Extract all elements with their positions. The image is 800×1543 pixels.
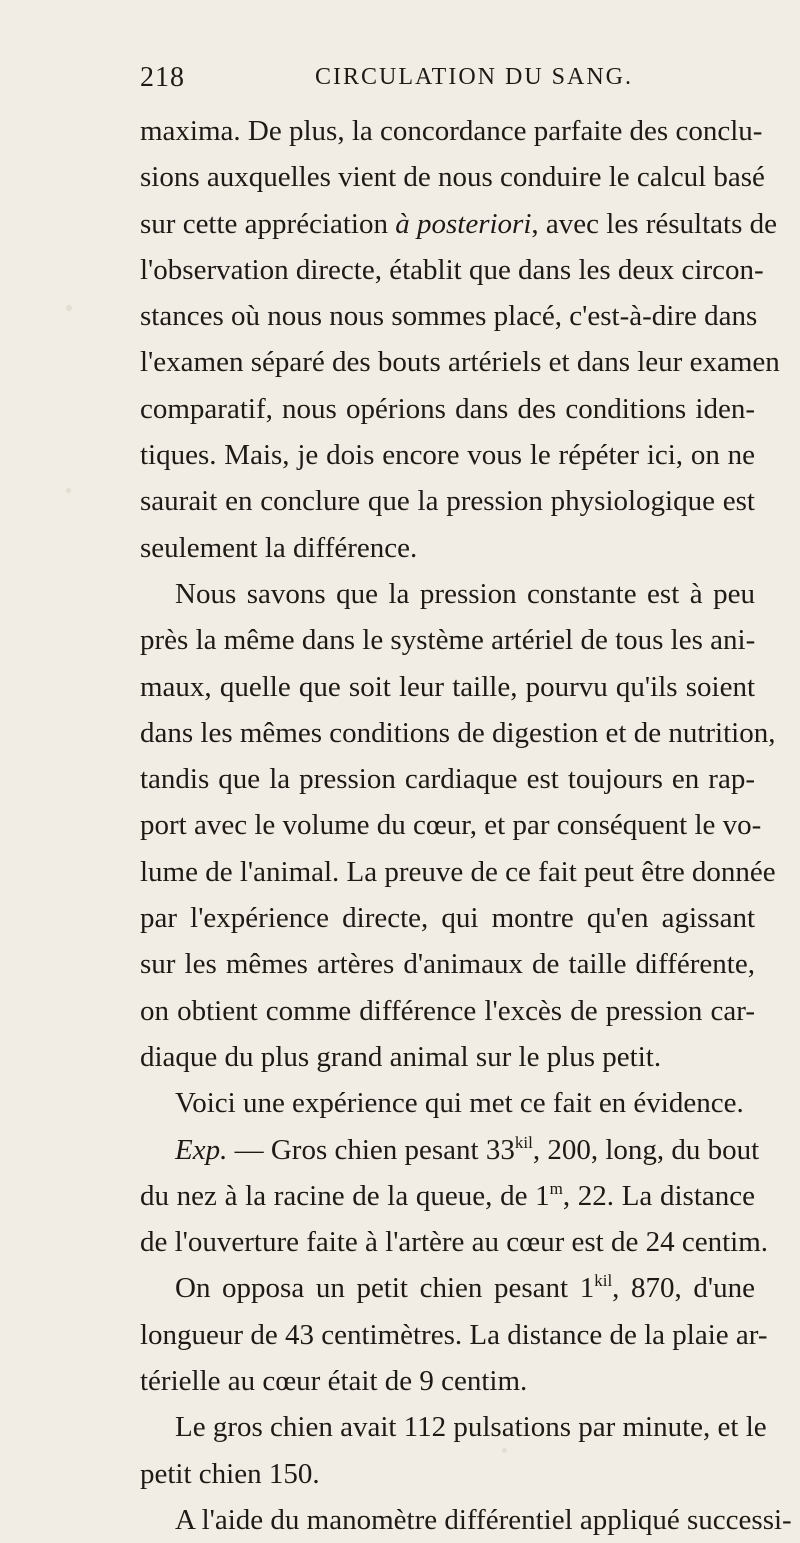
text-line <box>140 1451 755 1497</box>
paper-spot <box>66 488 71 493</box>
text-line <box>140 478 755 524</box>
text-run: maux, quelle que soit leur taille, pourvu qu'ils soient <box>140 670 755 703</box>
text-run: de l'ouverture faite à l'artère au cœur est de 24 centim. <box>140 1226 769 1259</box>
text-line <box>140 154 765 200</box>
text-run: l'observation directe, établit que dans les deux circon- <box>140 253 764 286</box>
text-run: petit chien 150. <box>140 1457 320 1490</box>
text-run: l'examen séparé des bouts artériels et dans leur examen <box>140 346 780 379</box>
text-line <box>140 1312 768 1358</box>
text-line <box>140 1034 755 1080</box>
text-run: Nous savons que la pression constante est à peu <box>175 577 755 610</box>
superscript: m <box>549 1178 563 1198</box>
text-line <box>140 1080 755 1126</box>
text-line <box>140 571 755 617</box>
text-run: on obtient comme différence l'excès de pression car- <box>140 994 755 1027</box>
text-run: — Gros chien pesant 33 <box>227 1133 515 1166</box>
text-line <box>140 386 755 432</box>
text-line <box>140 339 780 385</box>
text-run: tiques. Mais, je dois encore vous le répéter ici, on ne <box>140 439 755 472</box>
text-line <box>140 1265 755 1311</box>
text-line <box>140 1127 760 1173</box>
superscript: kil <box>594 1271 613 1291</box>
page-header <box>140 62 750 102</box>
text-run: maxima. De plus, la concordance parfaite des conclu- <box>140 115 763 147</box>
text-run: , 22. La distance <box>562 1179 755 1212</box>
text-line <box>140 525 755 571</box>
text-run: A l'aide du manomètre différentiel appliqué successi- <box>175 1503 792 1536</box>
text-run: diaque du plus grand animal sur le plus petit. <box>140 1040 662 1073</box>
page-number: 218 <box>140 62 185 93</box>
text-line <box>140 1173 755 1219</box>
text-line <box>140 1497 792 1543</box>
text-run: On opposa un petit chien pesant 1 <box>175 1272 595 1305</box>
text-line <box>140 1358 755 1404</box>
text-run: comparatif, nous opérions dans des conditions iden- <box>140 392 755 425</box>
text-run: , 200, long, du bout <box>532 1133 760 1166</box>
text-run: , avec les résultats de <box>531 207 777 240</box>
text-line <box>140 710 776 756</box>
text-line <box>140 849 776 895</box>
superscript: kil <box>514 1132 533 1152</box>
italic-text: à posteriori <box>395 207 532 240</box>
text-run: térielle au cœur était de 9 centim. <box>140 1365 528 1398</box>
text-line <box>140 1404 767 1450</box>
text-run: lume de l'animal. La preuve de ce fait peut être donnée <box>140 855 776 888</box>
text-run: sur cette appréciation <box>140 207 396 240</box>
text-line <box>140 432 755 478</box>
text-run: Le gros chien avait 112 pulsations par minute, et le <box>175 1411 767 1444</box>
text-run: stances où nous nous sommes placé, c'est-à-dire dans <box>140 300 758 333</box>
text-run: du nez à la racine de la queue, de 1 <box>140 1179 550 1212</box>
text-line <box>140 247 764 293</box>
text-line <box>140 756 755 802</box>
text-line <box>140 1219 769 1265</box>
body-text <box>140 108 792 1543</box>
text-line <box>140 895 755 941</box>
text-run: longueur de 43 centimètres. La distance de la plaie ar- <box>140 1318 768 1351</box>
text-line <box>140 201 777 247</box>
text-line <box>140 988 755 1034</box>
text-run: saurait en conclure que la pression physiologique est <box>140 485 755 518</box>
text-run: sur les mêmes artères d'animaux de taille différente, <box>140 948 755 981</box>
text-line <box>140 108 763 154</box>
text-run: port avec le volume du cœur, et par conséquent le vo- <box>140 809 762 842</box>
text-line <box>140 617 755 663</box>
text-run: , 870, d'une <box>612 1272 755 1305</box>
italic-text: Exp. <box>175 1133 228 1166</box>
text-run: Voici une expérience qui met ce fait en évidence. <box>175 1087 744 1120</box>
text-run: seulement la différence. <box>140 531 418 564</box>
text-run: sions auxquelles vient de nous conduire le calcul basé <box>140 161 765 194</box>
text-line <box>140 664 755 710</box>
paper-spot <box>66 305 72 311</box>
text-line <box>140 941 755 987</box>
running-title: CIRCULATION DU SANG. <box>315 64 634 90</box>
text-run: par l'expérience directe, qui montre qu'en agissant <box>140 902 755 935</box>
text-run: tandis que la pression cardiaque est toujours en rap- <box>140 763 755 796</box>
text-line <box>140 293 758 339</box>
text-run: dans les mêmes conditions de digestion et de nutrition, <box>140 716 776 749</box>
text-line <box>140 802 762 848</box>
text-run: près la même dans le système artériel de tous les ani- <box>140 624 756 657</box>
